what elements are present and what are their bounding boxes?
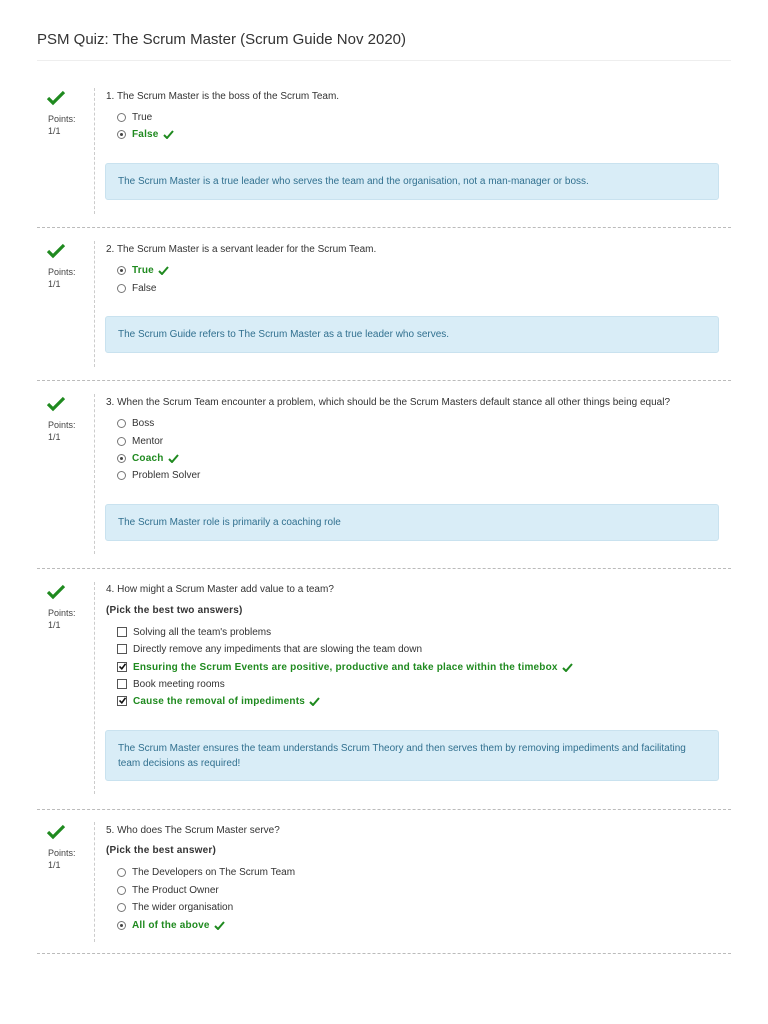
option-true[interactable]: [117, 263, 169, 277]
correct-check-icon: [309, 697, 320, 706]
radio-button[interactable]: [117, 113, 126, 122]
option-problem-solver[interactable]: [117, 468, 200, 482]
question-text: 4. How might a Scrum Master add value to a team?: [106, 584, 334, 595]
points-value: 1/1: [48, 126, 61, 136]
question-divider: [37, 227, 731, 228]
correct-check-icon: [562, 663, 573, 672]
correct-check-icon: [214, 921, 225, 930]
radio-button-selected[interactable]: [117, 921, 126, 930]
correct-check-icon: [158, 266, 169, 275]
option-label: The wider organisation: [132, 901, 234, 913]
checkbox[interactable]: [117, 644, 127, 654]
points-label: Points:: [48, 848, 76, 858]
points-label: Points:: [48, 267, 76, 277]
radio-button[interactable]: [117, 419, 126, 428]
title-divider: [37, 60, 731, 61]
option-label: Ensuring the Scrum Events are positive, productive and take place within the timebox: [133, 661, 558, 673]
option-label: True: [132, 111, 153, 123]
option-label: Problem Solver: [132, 469, 201, 481]
option-wider-organisation[interactable]: [117, 900, 233, 914]
points-value: 1/1: [48, 860, 61, 870]
check-icon: [47, 584, 65, 600]
checkbox[interactable]: [117, 627, 127, 637]
points-value: 1/1: [48, 620, 61, 630]
question-divider: [37, 568, 731, 569]
checkbox-check-icon: [119, 663, 126, 670]
feedback-box: The Scrum Master ensures the team understands Scrum Theory and then serves them by removing impediments and facilitating team decisions as required!: [105, 730, 719, 781]
option-all-of-the-above[interactable]: [117, 918, 225, 932]
points-value: 1/1: [48, 432, 61, 442]
page-title: PSM Quiz: The Scrum Master (Scrum Guide Nov 2020): [37, 31, 407, 48]
option-label: Coach: [132, 452, 164, 464]
sidebar-divider: [94, 394, 95, 554]
option-label: All of the above: [132, 919, 210, 931]
checkbox-checked[interactable]: [117, 662, 127, 672]
option-label: Mentor: [132, 435, 164, 447]
question-text: 2. The Scrum Master is a servant leader for the Scrum Team.: [106, 244, 377, 255]
option-solving-problems[interactable]: [117, 625, 271, 639]
check-icon: [47, 243, 65, 259]
radio-button[interactable]: [117, 868, 126, 877]
option-label: The Developers on The Scrum Team: [132, 866, 296, 878]
answer-instruction: (Pick the best answer): [106, 845, 216, 856]
check-icon: [47, 396, 65, 412]
option-coach[interactable]: [117, 451, 179, 465]
radio-button[interactable]: [117, 886, 126, 895]
feedback-box: The Scrum Master is a true leader who serves the team and the organisation, not a man-manager or boss.: [105, 163, 719, 200]
radio-button[interactable]: [117, 284, 126, 293]
option-true[interactable]: [117, 110, 152, 124]
points-value: 1/1: [48, 279, 61, 289]
sidebar-divider: [94, 582, 95, 794]
option-book-meeting-rooms[interactable]: [117, 677, 225, 691]
option-label: False: [132, 128, 159, 140]
answer-instruction: (Pick the best two answers): [106, 605, 243, 616]
question-text: 1. The Scrum Master is the boss of the Scrum Team.: [106, 91, 340, 102]
option-directly-remove-impediments[interactable]: [117, 642, 422, 656]
points-label: Points:: [48, 608, 76, 618]
sidebar-divider: [94, 241, 95, 367]
option-product-owner[interactable]: [117, 883, 219, 897]
radio-button-selected[interactable]: [117, 266, 126, 275]
check-icon: [47, 90, 65, 106]
option-scrum-events[interactable]: [117, 660, 573, 674]
checkbox[interactable]: [117, 679, 127, 689]
radio-button-selected[interactable]: [117, 130, 126, 139]
option-label: Directly remove any impediments that are slowing the team down: [133, 643, 423, 655]
option-cause-removal[interactable]: [117, 694, 320, 708]
question-divider: [37, 380, 731, 381]
option-boss[interactable]: [117, 416, 154, 430]
option-label: Cause the removal of impediments: [133, 695, 306, 707]
option-false[interactable]: [117, 281, 156, 295]
question-text: 5. Who does The Scrum Master serve?: [106, 825, 280, 836]
question-divider: [37, 809, 731, 810]
points-label: Points:: [48, 114, 76, 124]
radio-button[interactable]: [117, 471, 126, 480]
correct-check-icon: [163, 130, 174, 139]
option-label: The Product Owner: [132, 884, 219, 896]
option-mentor[interactable]: [117, 434, 163, 448]
option-label: True: [132, 264, 154, 276]
correct-check-icon: [168, 454, 179, 463]
feedback-box: The Scrum Guide refers to The Scrum Master as a true leader who serves.: [105, 316, 719, 353]
option-false[interactable]: [117, 127, 174, 141]
option-label: Solving all the team's problems: [133, 626, 272, 638]
feedback-box: The Scrum Master role is primarily a coaching role: [105, 504, 719, 541]
checkbox-checked[interactable]: [117, 696, 127, 706]
option-label: Boss: [132, 417, 155, 429]
sidebar-divider: [94, 822, 95, 942]
question-divider: [37, 953, 731, 954]
option-label: Book meeting rooms: [133, 678, 225, 690]
option-label: False: [132, 282, 157, 294]
radio-button[interactable]: [117, 903, 126, 912]
checkbox-check-icon: [119, 697, 126, 704]
option-developers[interactable]: [117, 865, 295, 879]
check-icon: [47, 824, 65, 840]
radio-button[interactable]: [117, 437, 126, 446]
sidebar-divider: [94, 88, 95, 214]
question-text: 3. When the Scrum Team encounter a problem, which should be the Scrum Masters default stance all other things being equal?: [106, 397, 671, 408]
points-label: Points:: [48, 420, 76, 430]
radio-button-selected[interactable]: [117, 454, 126, 463]
